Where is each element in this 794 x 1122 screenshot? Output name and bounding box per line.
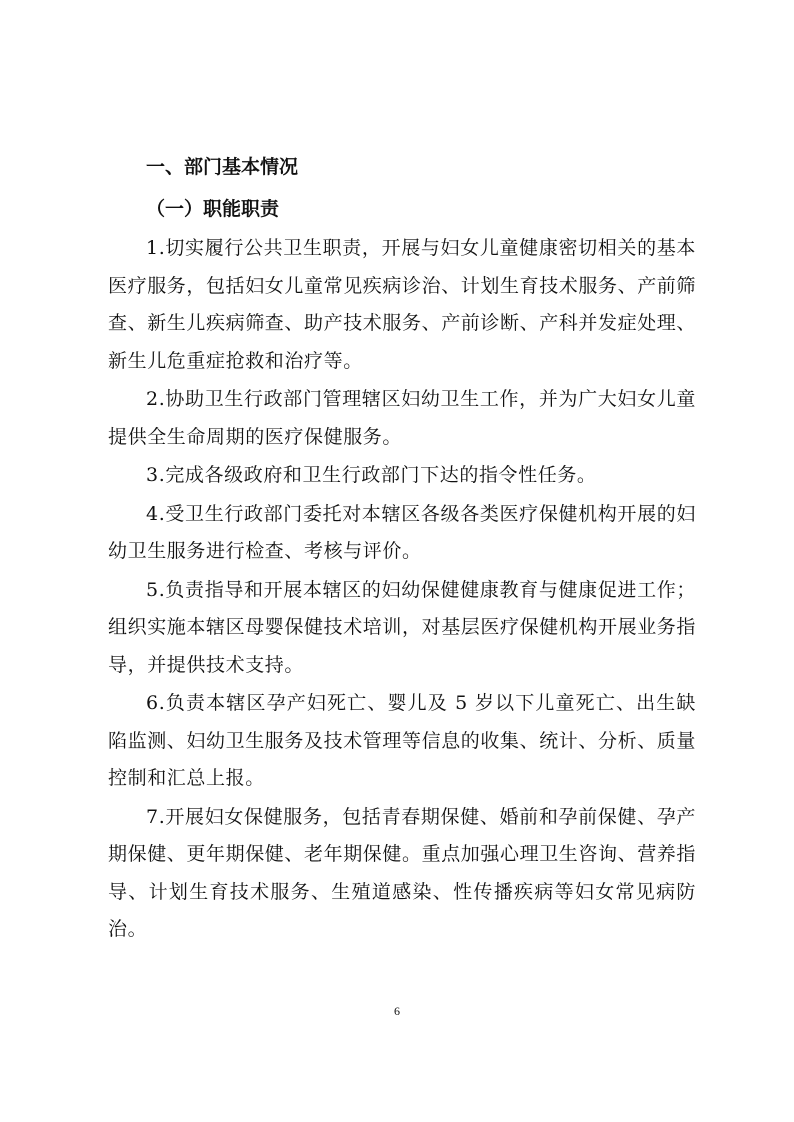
paragraph-duty-3: 3.完成各级政府和卫生行政部门下达的指令性任务。 [146, 464, 597, 486]
paragraph-duty-7: 7.开展妇女保健服务，包括青春期保健、婚前和孕前保健、孕产期保健、更年期保健、老年期保健。重点加强心理卫生咨询、营养指导、计划生育技术服务、生殖道感染、性传播疾病等妇女常见病防治。 [108, 805, 697, 940]
page-number: 6 [394, 1004, 400, 1018]
paragraph-duty-4: 4.受卫生行政部门委托对本辖区各级各类医疗保健机构开展的妇幼卫生服务进行检查、考核与评价。 [108, 502, 696, 562]
paragraph-duty-1: 1.切实履行公共卫生职责，开展与妇女儿童健康密切相关的基本医疗服务，包括妇女儿童常见疾病诊治、计划生育技术服务、产前筛查、新生儿疾病筛查、助产技术服务、产前诊断、产科并发症处理、新生儿危重症抢救和治疗等。 [108, 237, 697, 372]
section-heading: 一、部门基本情况 [146, 156, 299, 178]
paragraph-duty-2: 2.协助卫生行政部门管理辖区妇幼卫生工作，并为广大妇女儿童提供全生命周期的医疗保健服务。 [108, 388, 696, 448]
paragraph-duty-6: 6.负责本辖区孕产妇死亡、婴儿及 5 岁以下儿童死亡、出生缺陷监测、妇幼卫生服务及技术管理等信息的收集、统计、分析、质量控制和汇总上报。 [108, 692, 697, 789]
paragraph-duty-5: 5.负责指导和开展本辖区的妇幼保健健康教育与健康促进工作；组织实施本辖区母婴保健技术培训，对基层医疗保健机构开展业务指导，并提供技术支持。 [108, 578, 697, 676]
subsection-heading: （一）职能职责 [146, 198, 280, 220]
document-body [108, 148, 696, 950]
